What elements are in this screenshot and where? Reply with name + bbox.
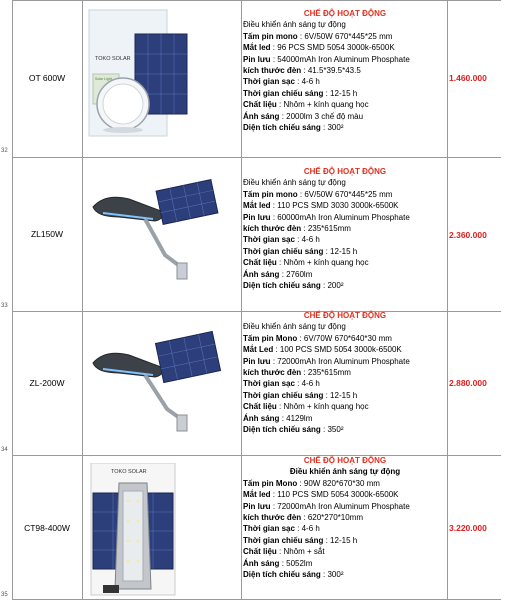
- product-image: [83, 327, 240, 447]
- spec-block: [243, 454, 447, 580]
- table-row: [0, 0, 505, 157]
- spec-charge: Thời gian sạc : 4-6 h: [243, 77, 320, 87]
- spec-material: Chất liệu : Nhôm + sắt: [243, 547, 325, 557]
- model-name: OT 600W: [28, 73, 66, 83]
- spec-title: CHẾ ĐỘ HOẠT ĐỘNG: [303, 167, 387, 176]
- spec-title: CHẾ ĐỘ HOẠT ĐỘNG: [303, 456, 387, 465]
- spec-led: Mắt led : 96 PCS SMD 5054 3000k-6500K: [243, 43, 395, 53]
- spec-lumen: Ánh sáng : 5052lm: [243, 558, 313, 568]
- row-number: 34: [1, 447, 8, 453]
- model-name: ZL150W: [30, 229, 64, 239]
- spec-battery: Pin lưu : 60000mAh Iron Aluminum Phosphate: [243, 212, 410, 222]
- brand-label: TOKO SOLAR: [111, 469, 147, 475]
- spec-size: kích thước đèn : 235*615mm: [243, 368, 351, 378]
- spec-charge: Thời gian sạc : 4-6 h: [243, 235, 320, 245]
- spec-size: kích thước đèn : 235*615mm: [243, 224, 351, 234]
- spec-led: Mắt Led : 100 PCS SMD 5054 3000k-6500K: [243, 345, 402, 355]
- spec-panel: Tấm pin Mono : 90W 820*670*30 mm: [243, 478, 380, 488]
- brand-label: TOKO SOLAR: [95, 56, 131, 62]
- spec-block: [243, 165, 447, 291]
- spec-area: Diện tích chiếu sáng : 350²: [243, 425, 344, 435]
- spec-area: Diện tích chiếu sáng : 200²: [243, 281, 344, 291]
- product-image: [83, 171, 240, 301]
- spec-material: Chất liệu : Nhôm + kính quang học: [243, 402, 369, 412]
- spec-size: kích thước đèn : 620*270*10mm: [243, 513, 363, 523]
- row-number: 32: [1, 148, 8, 154]
- spec-charge: Thời gian sạc : 4-6 h: [243, 524, 320, 534]
- row-number: 35: [1, 592, 8, 598]
- table-row: [0, 455, 505, 600]
- price: 1.460.000: [449, 73, 487, 83]
- spec-area: Diện tích chiếu sáng : 300²: [243, 570, 344, 580]
- box-label: Solar Light: [95, 77, 112, 81]
- spec-control: Điều khiển ánh sáng tự động: [243, 20, 346, 30]
- spec-battery: Pin lưu : 72000mAh Iron Aluminum Phosphate: [243, 356, 410, 366]
- spec-control: Điều khiển ánh sáng tự động: [289, 467, 401, 477]
- price: 3.220.000: [449, 523, 487, 533]
- product-image: [83, 463, 240, 597]
- spec-battery: Pin lưu : 54000mAh Iron Aluminum Phosphate: [243, 54, 410, 64]
- spec-led: Mắt led : 110 PCS SMD 3030 3000k-6500K: [243, 201, 399, 211]
- spec-area: Diện tích chiếu sáng : 300²: [243, 123, 344, 133]
- price: 2.880.000: [449, 378, 487, 388]
- table-row: [0, 311, 505, 455]
- spec-control: Điều khiển ánh sáng tự động: [243, 322, 346, 332]
- spec-control: Điều khiển ánh sáng tự động: [243, 178, 346, 188]
- spec-material: Chất liệu : Nhôm + kính quang học: [243, 100, 369, 110]
- table-row: [0, 157, 505, 311]
- spec-lumen: Ánh sáng : 2000lm 3 chế độ màu: [243, 111, 364, 121]
- spec-block: [243, 309, 447, 435]
- price: 2.360.000: [449, 230, 487, 240]
- spec-lumen: Ánh sáng : 4129lm: [243, 413, 313, 423]
- spec-led: Mắt led : 110 PCS SMD 5054 3000k-6500K: [243, 490, 399, 500]
- spec-charge: Thời gian sạc : 4-6 h: [243, 379, 320, 389]
- spec-light-time: Thời gian chiếu sáng : 12-15 h: [243, 246, 358, 256]
- spec-block: [243, 7, 447, 133]
- model-name: CT98-400W: [24, 523, 70, 533]
- product-image: [83, 8, 240, 150]
- spec-material: Chất liệu : Nhôm + kính quang học: [243, 258, 369, 268]
- spec-size: kích thước đèn : 41.5*39.5*43.5: [243, 66, 361, 76]
- spec-light-time: Thời gian chiếu sáng : 12-15 h: [243, 390, 358, 400]
- spec-title: CHẾ ĐỘ HOẠT ĐỘNG: [303, 9, 387, 18]
- spec-lumen: Ánh sáng : 2760lm: [243, 269, 313, 279]
- spec-light-time: Thời gian chiếu sáng : 12-15 h: [243, 535, 358, 545]
- row-number: 33: [1, 303, 8, 309]
- spec-panel: Tấm pin Mono : 6V/70W 670*640*30 mm: [243, 333, 392, 343]
- spec-panel: Tấm pin mono : 6V/50W 670*445*25 mm: [243, 189, 393, 199]
- spec-battery: Pin lưu : 72000mAh Iron Aluminum Phosphate: [243, 501, 410, 511]
- spec-panel: Tấm pin mono : 6V/50W 670*445*25 mm: [243, 31, 393, 41]
- spec-title: CHẾ ĐỘ HOẠT ĐỘNG: [303, 311, 387, 320]
- model-name: ZL-200W: [29, 378, 65, 388]
- spec-light-time: Thời gian chiếu sáng : 12-15 h: [243, 88, 358, 98]
